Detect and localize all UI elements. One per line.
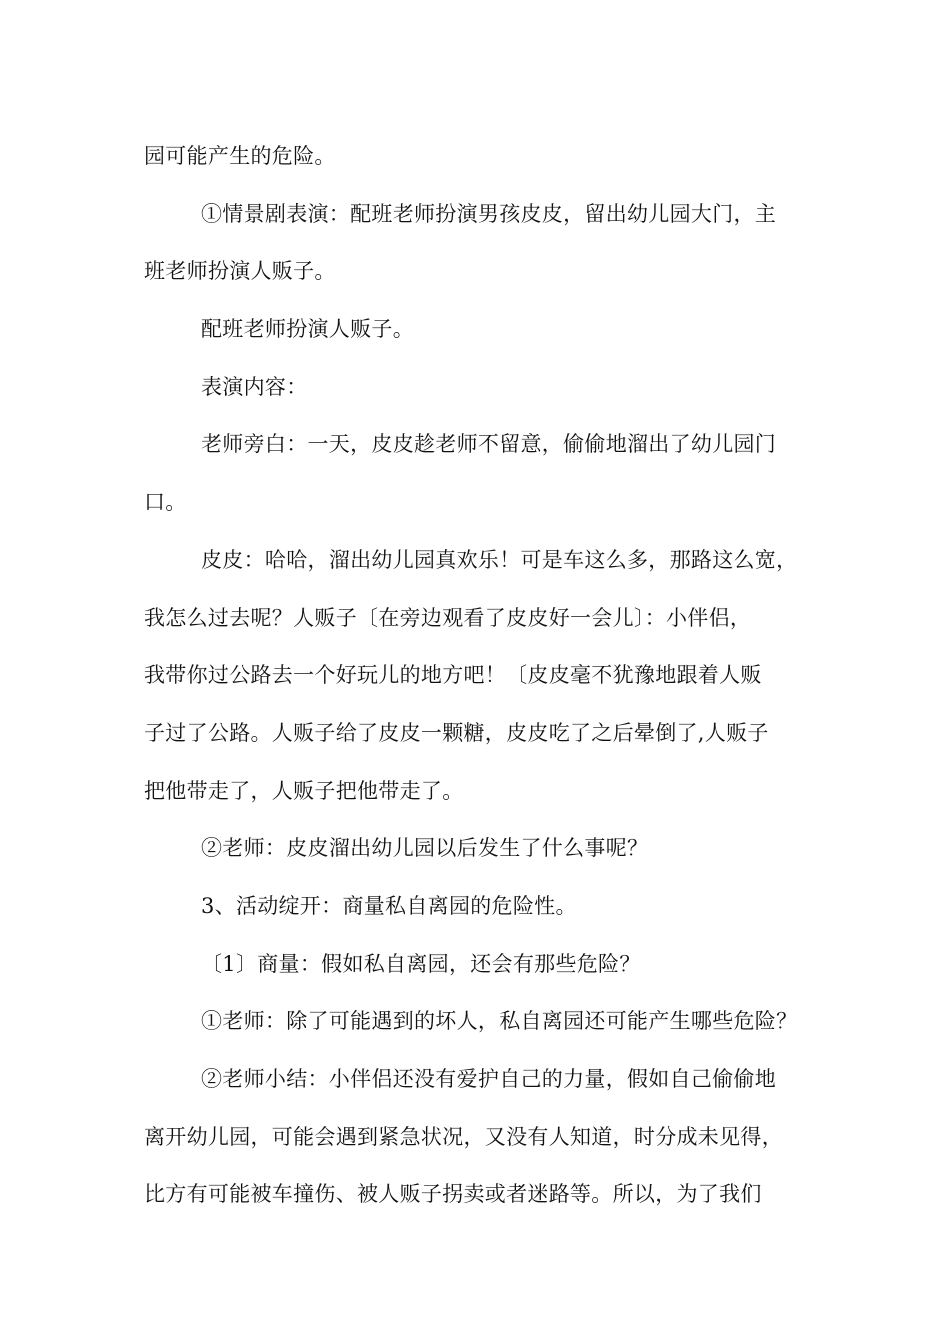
text-line: 3、活动绽开：商量私自离园的危险性。 bbox=[201, 893, 577, 918]
text-line: 口。 bbox=[144, 490, 187, 515]
text-line: 我带你过公路去一个好玩儿的地方吧！〔皮皮毫不犹豫地跟着人贩 bbox=[144, 663, 762, 688]
text-line: 配班老师扮演人贩子。 bbox=[201, 317, 414, 342]
text-line: 〔1〕商量：假如私自离园，还会有那些危险？ bbox=[201, 951, 641, 976]
document-body bbox=[144, 128, 824, 1224]
text-line: 老师旁白：一天，皮皮趁老师不留意，偷偷地溜出了幼儿园门 bbox=[201, 432, 777, 457]
text-line: ②老师：皮皮溜出幼儿园以后发生了什么事呢？ bbox=[201, 836, 649, 861]
text-line: 表演内容： bbox=[201, 374, 308, 399]
text-line: ②老师小结：小伴侣还没有爱护自己的力量，假如自己偷偷地 bbox=[201, 1067, 777, 1091]
text-line: 我怎么过去呢？人贩子〔在旁边观看了皮皮好一会儿〕：小伴侣， bbox=[144, 605, 752, 630]
text-line: 皮皮：哈哈，溜出幼儿园真欢乐！可是车这么多，那路这么宽， bbox=[201, 547, 798, 572]
text-line: ①老师：除了可能遇到的坏人，私自离园还可能产生哪些危险？ bbox=[201, 1009, 798, 1034]
text-line: 园可能产生的危险。 bbox=[144, 144, 336, 168]
text-line: 班老师扮演人贩子。 bbox=[144, 259, 336, 284]
text-line: 把他带走了，人贩子把他带走了。 bbox=[144, 778, 464, 803]
text-line: ①情景剧表演：配班老师扮演男孩皮皮，留出幼儿园大门，主 bbox=[201, 201, 777, 226]
text-line: 子过了公路。人贩子给了皮皮一颗糖，皮皮吃了之后晕倒了,人贩子 bbox=[144, 720, 769, 745]
text-line: 离开幼儿园，可能会遇到紧急状况，又没有人知道，时分成未见得， bbox=[144, 1124, 783, 1149]
text-line: 比方有可能被车撞伤、被人贩子拐卖或者迷路等。所以，为了我们 bbox=[144, 1182, 762, 1207]
